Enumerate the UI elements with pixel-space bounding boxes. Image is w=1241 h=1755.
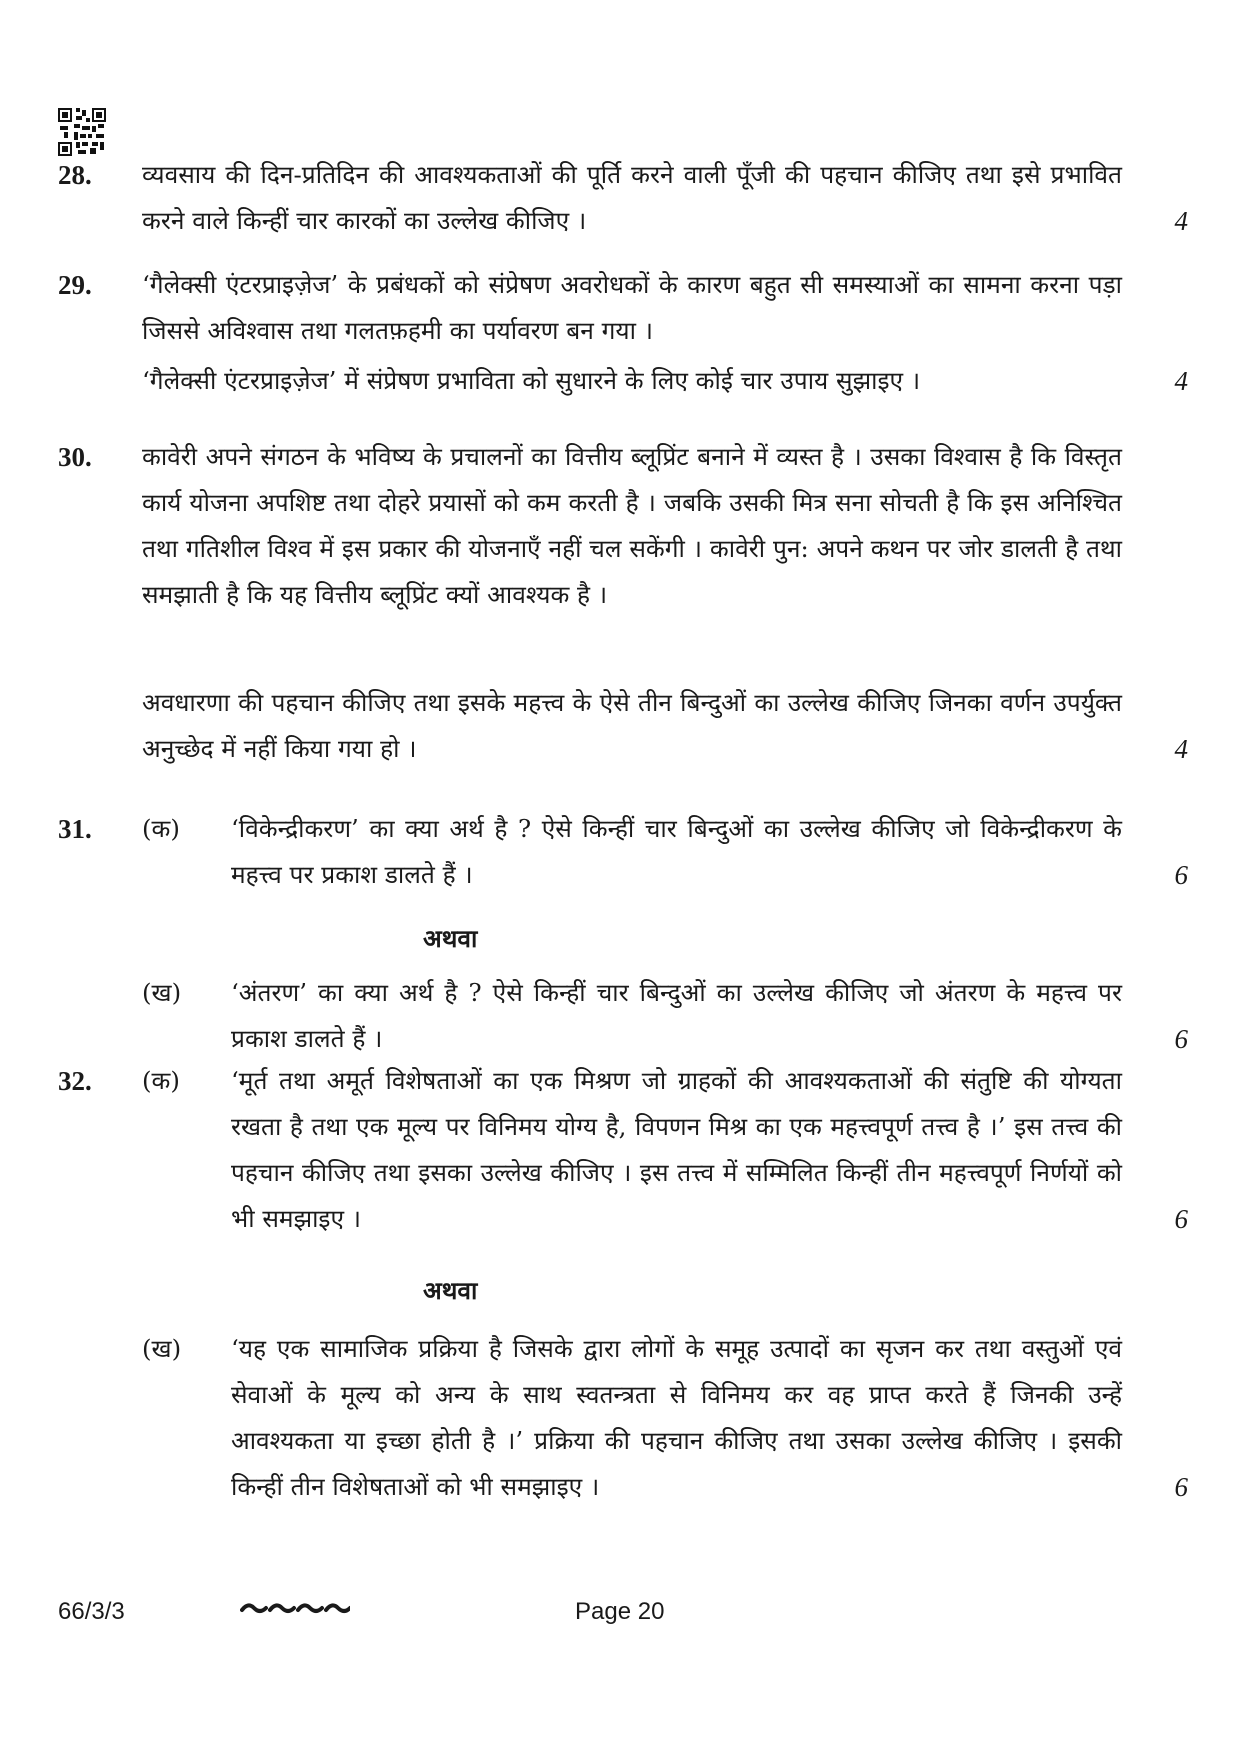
option-a-text: ‘विकेन्द्रीकरण’ का क्या अर्थ है ? ऐसे किन्हीं चार बिन्दुओं का उल्लेख कीजिए जो विकेन्द्रीकरण के महत्त्व पर प्रकाश डालते हैं । [231, 814, 1122, 889]
or-separator: अथवा [423, 1276, 478, 1305]
option-a-marks: 6 [1174, 1204, 1188, 1234]
question-number: 32. [58, 1066, 92, 1096]
question-context: कावेरी अपने संगठन के भविष्य के प्रचालनों का वित्तीय ब्लूप्रिंट बनाने में व्यस्त है । उसका विश्वास है कि विस्तृत कार्य योजना अपशिष्ट तथा दोहरे प्रयासों को कम करती है । जबकि उसकी मित्र सना सोचती है कि इस अनिश्चित तथा गतिशील विश्व में इस प्रकार की योजनाएँ नहीं चल सकेंगी । कावेरी पुन: अपने कथन पर जोर डालती है तथा समझाती है कि यह वित्तीय ब्लूप्रिंट क्यों आवश्यक है । [142, 442, 1122, 609]
option-a-marks: 6 [1174, 860, 1188, 890]
page-number: Page 20 [575, 1598, 665, 1625]
option-b-label: (ख) [142, 978, 182, 1007]
question-number: 28. [58, 160, 92, 190]
qr-code-icon [58, 108, 106, 156]
option-b-marks: 6 [1174, 1472, 1188, 1502]
question-number: 31. [58, 814, 92, 844]
page-footer [0, 1592, 1241, 1632]
option-b-marks: 6 [1174, 1024, 1188, 1054]
question-text: व्यवसाय की दिन-प्रतिदिन की आवश्यकताओं की पूर्ति करने वाली पूँजी की पहचान कीजिए तथा इसे प्रभावित करने वाले किन्हीं चार कारकों का उल्लेख कीजिए । [142, 160, 1122, 235]
question-number: 30. [58, 442, 92, 472]
marks: 4 [1174, 366, 1188, 396]
option-a-label: (क) [142, 1066, 180, 1095]
option-b-text: ‘यह एक सामाजिक प्रक्रिया है जिसके द्वारा लोगों के समूह उत्पादों का सृजन कर तथा वस्तुओं एवं सेवाओं के मूल्य को अन्य के साथ स्वतन्त्रता से विनिमय कर वह प्राप्त करते हैं जिनकी उन्हें आवश्यकता या इच्छा होती है ।’ प्रक्रिया की पहचान कीजिए तथा उसका उल्लेख कीजिए । इसकी किन्हीं तीन विशेषताओं को भी समझाइए । [231, 1334, 1122, 1501]
marks: 4 [1174, 734, 1188, 764]
option-a-label: (क) [142, 814, 180, 843]
option-b-text: ‘अंतरण’ का क्या अर्थ है ? ऐसे किन्हीं चार बिन्दुओं का उल्लेख कीजिए जो अंतरण के महत्त्व पर प्रकाश डालते हैं । [231, 978, 1122, 1053]
question-context: ‘गैलेक्सी एंटरप्राइज़ेज’ के प्रबंधकों को संप्रेषण अवरोधकों के कारण बहुत सी समस्याओं का सामना करना पड़ा जिससे अविश्वास तथा गलतफ़हमी का पर्यावरण बन गया । [142, 270, 1122, 345]
option-a-text: ‘मूर्त तथा अमूर्त विशेषताओं का एक मिश्रण जो ग्राहकों की आवश्यकताओं की संतुष्टि की योग्यता रखता है तथा एक मूल्य पर विनिमय योग्य है, विपणन मिश्र का एक महत्त्वपूर्ण तत्त्व है ।’ इस तत्त्व की पहचान कीजिए तथा इसका उल्लेख कीजिए । इस तत्त्व में सम्मिलित किन्हीं तीन महत्त्वपूर्ण निर्णयों को भी समझाइए । [231, 1066, 1122, 1233]
question-number: 29. [58, 270, 92, 300]
question-text: ‘गैलेक्सी एंटरप्राइज़ेज’ में संप्रेषण प्रभाविता को सुधारने के लिए कोई चार उपाय सुझाइए । [142, 366, 921, 395]
tilde-ornament-icon [240, 1598, 350, 1618]
or-separator: अथवा [423, 924, 478, 953]
question-text: अवधारणा की पहचान कीजिए तथा इसके महत्त्व के ऐसे तीन बिन्दुओं का उल्लेख कीजिए जिनका वर्णन उपर्युक्त अनुच्छेद में नहीं किया गया हो । [142, 688, 1122, 763]
paper-code: 66/3/3 [58, 1598, 125, 1625]
marks: 4 [1174, 206, 1188, 236]
option-b-label: (ख) [142, 1334, 182, 1363]
